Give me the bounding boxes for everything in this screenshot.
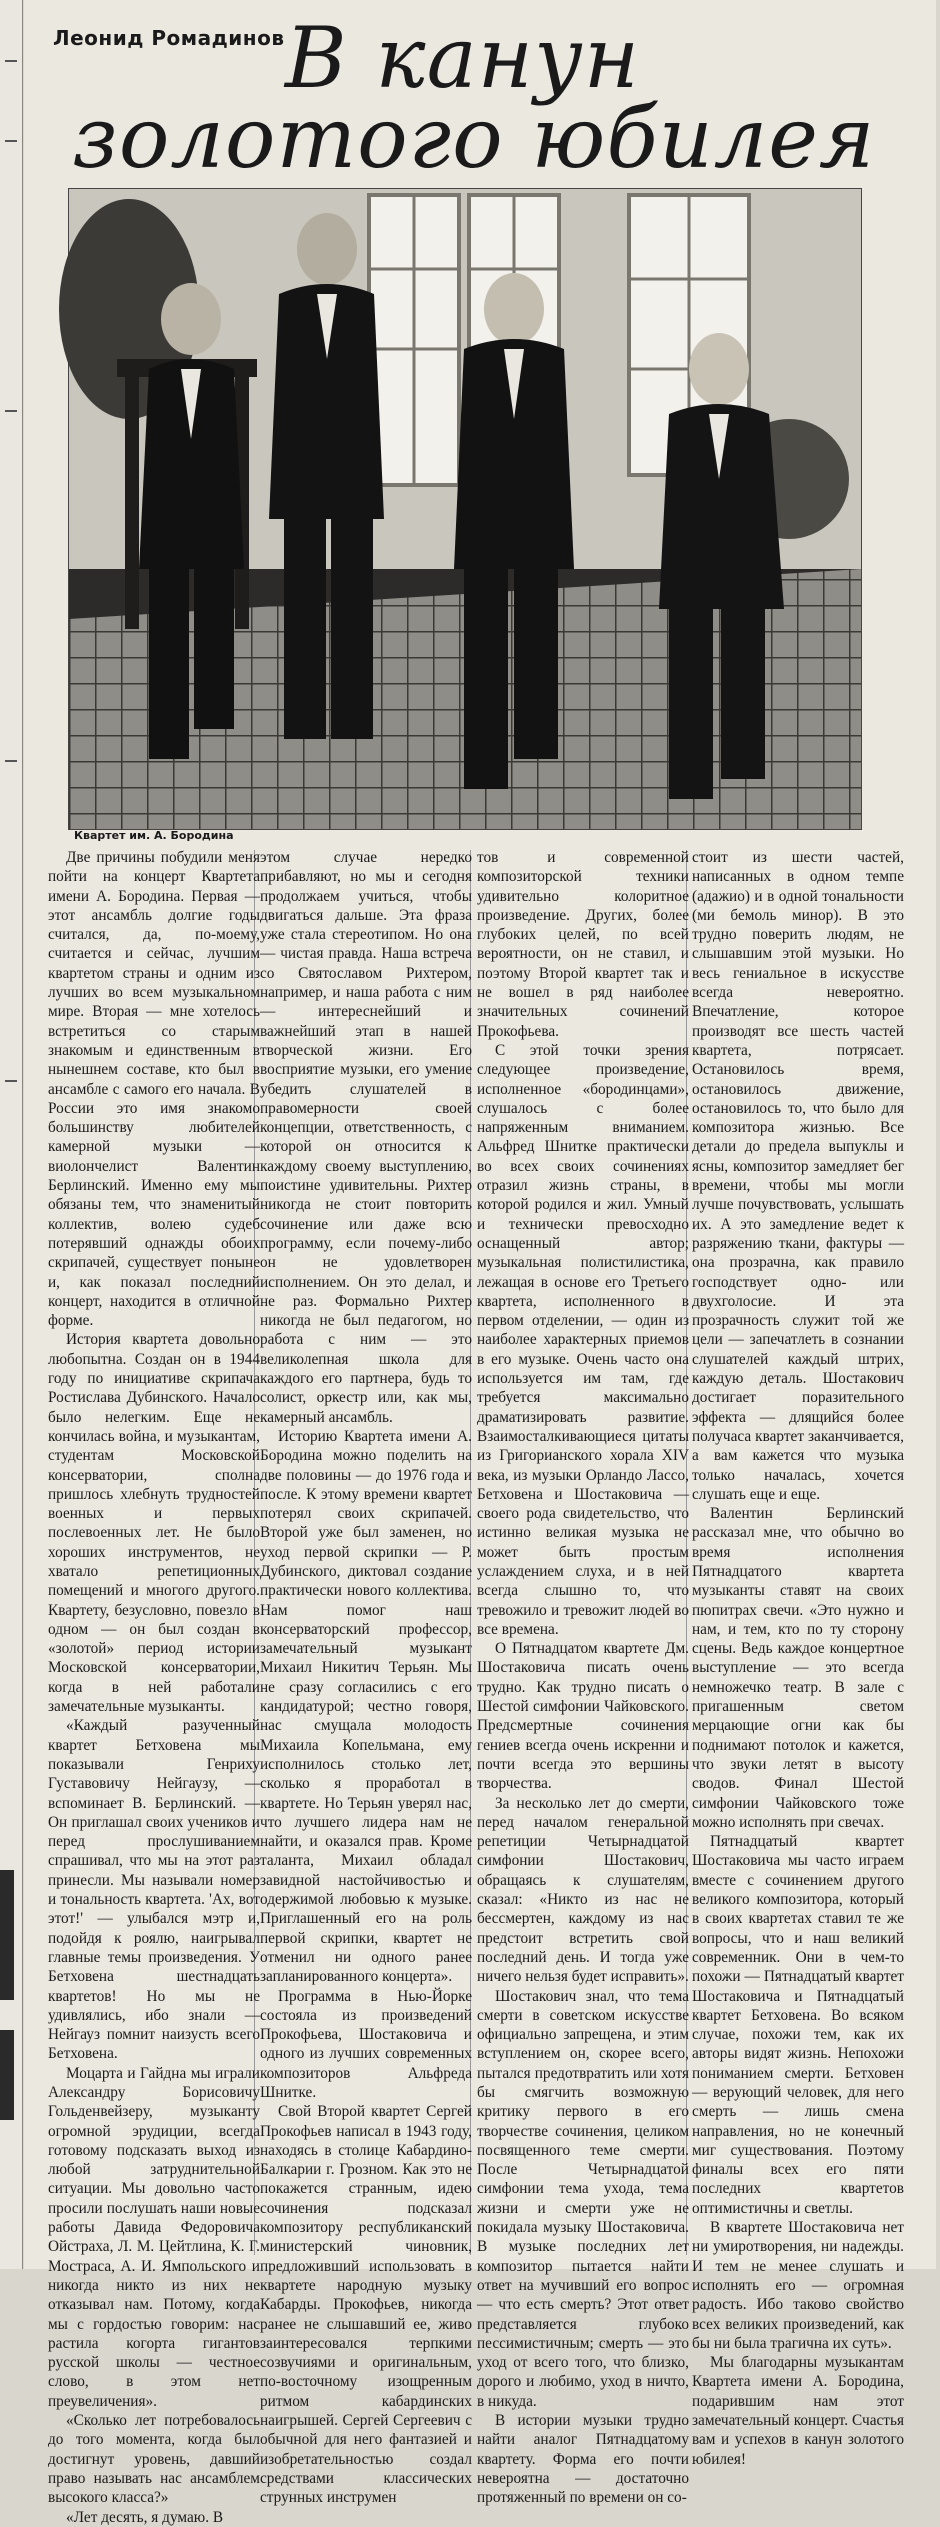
photo-caption: Квартет им. А. Бородина [74, 829, 234, 842]
paragraph: В истории музыки трудно найти аналог Пятнадцатому квартету. Форма его почти невероятна — достаточно протяженный по времени он со- [477, 2412, 689, 2507]
paragraph: Пятнадцатый квартет Шостаковича мы часто играем вместе с сочинением другого великого композитора, который в своих квартетах ставил те же вопросы, что и наш великий современник. Они в чем-то похожи — Пятнадцатый квартет Шостаковича и Пятнадцатый квартет Бетховена. Во всяком случае, похожи тем, как их авторы видят жизнь. Непохожи пониманием смерти. Бетховен — верующий человек, для него смерть — лишь смена направления, но не конечный миг существования. Поэтому финалы всех его пяти последних квартетов оптимистичны и светлы. [692, 1833, 904, 2217]
paragraph: Две причины побудили меня пойти на концерт Квартета имени А. Бородина. Первая — этот ансамбль долгие годы считался, да, по-моему, считается и сейчас, лучшим квартетом страны и одним из лучших во всем музыкальном мире. Вторая — мне хотелось встретиться со старым знакомым и единственным в нынешнем составе, кто был в ансамбле с самого его начала. В России это имя знакомо большинству любителей камерной музыки — виолончелист Валентин Берлинский. Именно ему мы обязаны тем, что знаменитый коллектив, волею судеб потерявший однажды обоих скрипачей, существует поныне и, как показал последний концерт, находится в отличной форме. [48, 849, 260, 1330]
paragraph: «Каждый разученный квартет Бетховена мы показывали Генриху Густавовичу Нейгаузу, — вспоминает В. Берлинский. — Он приглашал своих учеников и перед прослушиванием спрашивал, что мы на этот раз принесли. Мы называли номер и тональность квартета. 'Ах, вот этот!' — улыбался мэтр и, подойдя к роялю, наигрывал главные темы произведения. У Бетховена шестнадцать квартетов! Но мы не удивлялись, ибо знали — Нейгауз помнит наизусть всего Бетховена. [48, 1717, 260, 2063]
paragraph: В квартете Шостаковича нет ни умиротворения, ни надежды. И тем не менее слушать и исполнять его — огромная радость. Ибо таково свойство всех великих произведений, как бы ни была трагична их суть». [692, 2219, 904, 2352]
text-column-4 [692, 848, 904, 2468]
paragraph: Валентин Берлинский рассказал мне, что обычно во время исполнения Пятнадцатого квартета музыканты ставят на своих пюпитрах свечи. «Это нужно и нам, и тем, кто по ту сторону сцены. Ведь каждое концертное выступление — это всегда немножечко театр. В зале с пригашенным светом мерцающие огни как бы поднимают потолок и кажется, что звуки летят в высоту сводов. Финал Шестой симфонии Чайковского тоже можно исполнять при свечах. [692, 1505, 904, 1831]
adjacent-page-edge [0, 0, 23, 2269]
paragraph: Свой Второй квартет Сергей Прокофьев написал в 1943 году, находясь в столице Кабардино-Балкарии г. Грозном. Как это не покажется странным, идею сочинения подсказал композитору республиканский министерский чиновник, предложивший использовать в квартете народную музыку Кабарды. Прокофьев, никогда ранее не слышавший ее, живо заинтересовался терпкими созвучиями и оригинальным, по-восточному изощренным ритмом кабардинских наигрышей. Сергей Сергеевич с обычной для него фантазией и изобретательностью создал средствами классических струнных инструмен [260, 2103, 472, 2507]
paragraph: Шостакович знал, что тема смерти в советском искусстве официально запрещена, и этим вступлением он, скорее всего, пытался предотвратить или хотя бы смягчить возможную критику первого в его творчестве сочинения, целиком посвященного теме смерти. После Четырнадцатой симфонии тема ухода, тема жизни и смерти уже не покидала музыку Шостаковича. В музыке последних лет композитор пытается найти ответ на мучивший его вопрос — что есть смерть? Этот ответ представляется глубоко пессимистичным; смерть — это уход от всего того, что близко, дорого и любимо, уход в ничто, в никуда. [477, 1987, 689, 2410]
paragraph: Моцарта и Гайдна мы играли Александру Борисовичу Гольденвейзеру, музыканту огромной эрудиции, всегда готовому подсказать выход из любой затруднительной ситуации. Мы довольно часто просили послушать наши новые работы Давида Федоровича Ойстраха, Л. М. Цейтлина, К. Г. Мостраса, А. И. Ямпольского и никогда никто из них не отказывал нам. Потому, когда мы с гордостью говорим: нас растила когорта гигантов русской школы — честное слово, в этом нет преувеличения». [48, 2064, 260, 2410]
paragraph: тов и современной композиторской техники удивительно колоритное произведение. Других, более глубоких целей, по всей вероятности, он не ставил, и поэтому Второй квартет так и не вошел в ряд наиболее значительных сочинений Прокофьева. [477, 849, 689, 1040]
text-column-1 [48, 848, 260, 2526]
paragraph: этом случае нередко прибавляют, но мы и сегодня продолжаем учиться, чтобы двигаться дальше. Эта фраза уже стала стереотипом. Но она — чистая правда. Наша встреча со Святославом Рихтером, например, и наша работа с ним — интереснейший и важнейший этап в нашей творческой жизни. Его восприятие музыки, его умение убедить слушателей в правомерности своей концепции, ответственность, с которой он относится к каждому своему выступлению, поистине удивительны. Рихтер никогда не стоит повторить сочинение или даже всю программу, если почему-либо он не удовлетворен исполнением. Он это делал, и не раз. Формально Рихтер никогда не был педагогом, но работа с ним — это великолепная школа для каждого его партнера, будь то солист, оркестр или, как мы, камерный ансамбль. [260, 849, 472, 1426]
paragraph: За несколько лет до смерти, перед началом генеральной репетиции Четырнадцатой симфонии Шостакович, обращаясь к слушателям, сказал: «Никто из нас не бессмертен, каждому из нас предстоит встретить свой последний день. И тогда уже ничего нельзя будет исправить». [477, 1794, 689, 1986]
text-column-2 [260, 848, 472, 2507]
paragraph: Программа в Нью-Йорке состояла из произведений Прокофьева, Шостаковича и одного из лучших современных композиторов Альфреда Шнитке. [260, 1987, 472, 2101]
paragraph: «Лет десять, я думаю. В [66, 2508, 224, 2526]
author-byline: Леонид Ромадинов [53, 26, 285, 50]
paragraph: О Пятнадцатом квартете Дм. Шостаковича писать очень трудно. Как трудно писать о Шестой симфонии Чайковского. Предсмертные сочинения гениев всегда очень искренни и почти всегда это вершины творчества. [477, 1640, 689, 1793]
text-column-3 [477, 848, 689, 2507]
headline-line-2: золотого юбилея [72, 89, 876, 187]
paragraph: История квартета довольно любопытна. Создан он в 1944 году по инициативе скрипача Ростислава Дубинского. Начало было нелегким. Еще не кончилась война, и музыкантам, студентам Московской консерватории, сполна пришлось хлебнуть трудностей военных и первых послевоенных лет. Не было хороших инструментов, не хватало репетиционных помещений и многого другого. Квартету, безусловно, повезло в одном — он был создан в «золотой» период истории Московской консерватории, когда в ней работали замечательные музыканты. [48, 1331, 260, 1716]
paragraph: стоит из шести частей, написанных в одном темпе (адажио) и в одной тональности (ми бемоль минор). В это трудно поверить людям, не слышавшим этой музыки. Но весь гениальное в искусстве всегда невероятно. Впечатление, которое производят все шесть частей квартета, потрясает. Остановилось время, остановилось движение, остановилось то, что было для композитора жизнью. Все детали до предела выпуклы и ясны, композитор замедляет бег времени, чтобы мы могли лучше почувствовать, услышать их. А это замедление ведет к разряжению ткани, фактуры — она прозрачна, как правило господствует одно- или двухголосие. И эта прозрачность служит той же цели — запечатлеть в сознании слушателей каждый штрих, каждую деталь. Шостакович достигает поразительного эффекта — длящийся более получаса квартет заканчивается, а вам кажется что музыка только началась, хочется слушать еще и еще. [692, 849, 904, 1503]
paragraph: Историю Квартета имени А. Бородина можно поделить на две половины — до 1976 года и после. К этому времени квартет потерял своих скрипачей. Второй уже был заменен, но уход первой скрипки — Р. Дубинского, диктовал создание практически нового коллектива. Нам помог наш консерваторский профессор, замечательный музыкант Михаил Никитич Терьян. Мы не сразу согласились с его кандидатурой; честно говоря, нас смущала молодость Михаила Копельмана, ему исполнилось столько лет, сколько я проработал в квартете. Но Терьян уверял нас, что лучшего лидера нам не найти, и оказался прав. Кроме таланта, Михаил обладал завидной настойчивостью и одержимой любовью к музыке. Приглашенный его на роль первой скрипки, квартет не отменил ни одного ранее запланированного концерта». [260, 1427, 472, 1986]
quartet-photo [68, 188, 862, 830]
paragraph: Мы благодарны музыкантам Квартета имени А. Бородина, подарившим нам этот замечательный концерт. Счастья вам и успехов в канун золотого юбилея! [692, 2354, 904, 2468]
paragraph: С этой точки зрения следующее произведение, исполненное «бородинцами», слушалось с более напряженным вниманием. Альфред Шнитке практически во всех своих сочинениях отразил жизнь страны, в которой родился и жил. Умный и технически превосходно оснащенный автор; музыкальная полистилистика, лежащая в основе его Третьего квартета, исполненного в первом отделении, — один из наиболее характерных приемов в его музыке. Очень часто она используется им там, где требуется максимально драматизировать развитие. Взаимосталкивающиеся цитаты из Григорианского хорала XIV века, из музыки Орландо Лассо, Бетховена и Шостаковича — своего рода свидетельство, что истинно великая музыка не может быть простым услаждением слуха, и в ней всегда слышно то, что тревожило и тревожит людей во все времена. [477, 1041, 689, 1638]
headline-line-1: В канун [285, 9, 641, 107]
paragraph: «Сколько лет потребовалось до того момента, когда был достигнут уровень, давший право называть нас ансамблем высокого класса?» [48, 2412, 260, 2507]
